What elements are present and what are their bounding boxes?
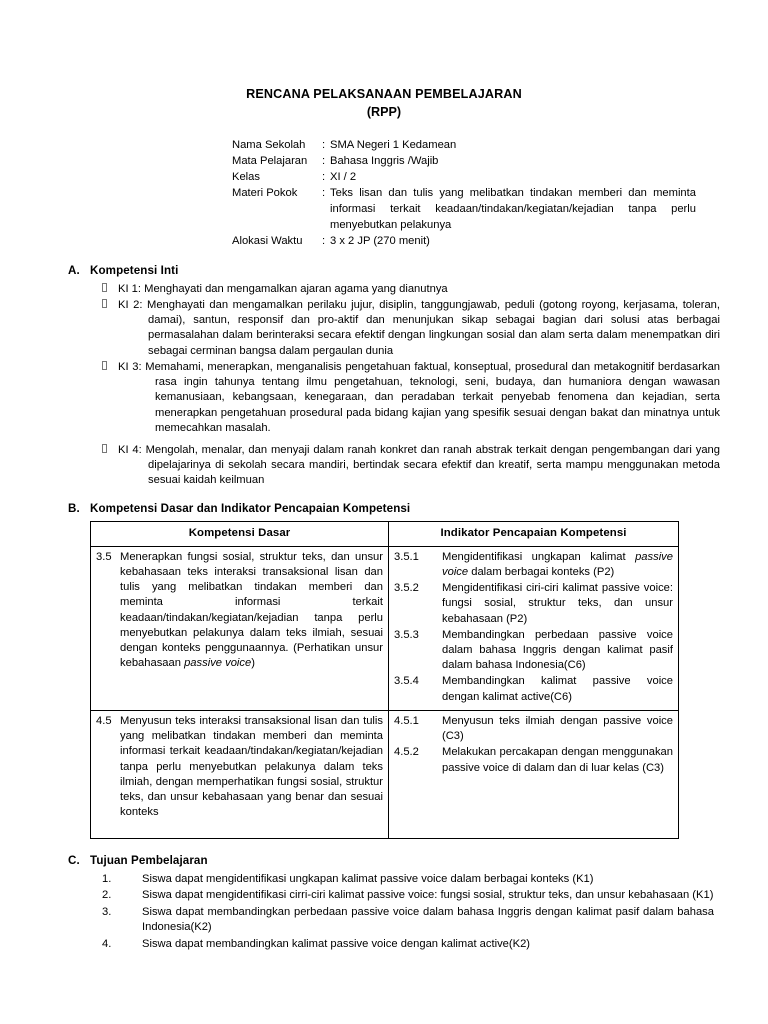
tujuan-list — [68, 872, 720, 952]
tujuan-text-4: Siswa dapat membandingkan kalimat passive voice dengan kalimat active(K2) — [142, 937, 531, 950]
indicator-text-351-part1: Mengidentifikasi ungkapan kalimat — [442, 550, 636, 563]
table-header-indikator: Indikator Pencapaian Kompetensi — [389, 521, 679, 546]
indicator-number-354: 3.5.4 — [394, 675, 419, 688]
section-a-letter: A. — [68, 263, 80, 277]
cell-kd-45 — [91, 710, 389, 838]
list-item — [102, 298, 720, 359]
indicator-text-451: Menyusun teks ilmiah dengan passive voice (C3) — [442, 714, 673, 743]
identity-colon: : — [322, 234, 326, 247]
kd-text-45: Menyusun teks interaksi transaksional lisan dan tulis yang melibatkan tindakan memberi dan meminta informasi terkait keadaan/tindakan/kegiatan/kejadian tanpa perlu menyebutkan pelakunya dalam teks ilmiah, dengan memperhatikan fungsi sosial, struktur teks, dan unsur kebahasaan yang benar dan sesuai konteks — [120, 714, 383, 819]
list-item — [102, 360, 720, 436]
cell-indikator-45 — [389, 710, 679, 838]
identity-value-time: 3 x 2 JP (270 menit) — [330, 234, 430, 247]
kompetensi-inti-list — [68, 282, 720, 489]
box-bullet-icon — [102, 282, 118, 297]
indicator-number-451: 4.5.1 — [394, 714, 419, 727]
section-b-heading — [68, 501, 720, 516]
table-header-row — [91, 521, 679, 546]
list-item — [102, 888, 720, 903]
ki-1-text: Menghayati dan mengamalkan ajaran agama yang dianutnya — [144, 282, 448, 295]
section-a-title: Kompetensi Inti — [90, 263, 179, 277]
kompetensi-dasar-table — [90, 521, 679, 839]
indicator-text-351-italic: passive voice — [442, 550, 673, 578]
identity-colon: : — [322, 186, 326, 199]
ki-4-text: Mengolah, menalar, dan menyaji dalam ranah konkret dan ranah abstrak terkait dengan pengembangan dari yang dipelajarinya di sekolah secara mandiri, bertindak secara efektif dan kreatif, serta mampu menggunakan metoda sesuai kaidah keilmuan — [145, 444, 720, 487]
identity-value-material: Teks lisan dan tulis yang melibatkan tindakan memberi dan meminta informasi terkait keadaan/tindakan/kegiatan/kejadian tanpa perlu menyebutkan pelakunya — [330, 186, 696, 231]
tujuan-text-2: Siswa dapat mengidentifikasi cirri-ciri kalimat passive voice: fungsi sosial, struktur teks, dan unsur kebahasaan (K1) — [142, 889, 714, 902]
section-b-title: Kompetensi Dasar dan Indikator Pencapaian Kompetensi — [90, 501, 411, 515]
tujuan-text-1: Siswa dapat mengidentifikasi ungkapan kalimat passive voice dalam berbagai konteks (K1) — [142, 873, 594, 885]
ki-3-text: Memahami, menerapkan, menganalisis pengetahuan faktual, konseptual, prosedural dan metakognitif berdasarkan rasa ingin tahunya tentang ilmu pengetahuan, teknologi, seni, budaya, dan humaniora dengan wawasan kemanusiaan, kebangsaan, kenegaraan, dan peradaban terkait penyebab fenomena dan kejadian, serta menerapkan pengetahuan prosedural pada bidang kajian yang spesifik sesuai dengan bakat dan minatnya untuk memecahkan masalah. — [145, 360, 721, 434]
section-b-letter: B. — [68, 501, 80, 515]
identity-row-class — [232, 170, 696, 186]
indicator-text-354: Membandingkan kalimat passive voice dengan kalimat active(C6) — [442, 675, 673, 703]
ki-1-label: KI 1: — [118, 282, 142, 295]
list-item — [102, 443, 720, 489]
indicator-text-452: Melakukan percakapan dengan menggunakan passive voice di dalam dan di luar kelas (C3) — [442, 746, 673, 774]
section-c-letter: C. — [68, 853, 80, 867]
identity-row-school — [232, 138, 696, 154]
section-kompetensi-inti — [0, 263, 768, 489]
identity-value-subject: Bahasa Inggris /Wajib — [330, 155, 439, 168]
list-item — [102, 937, 720, 952]
indicator-item — [394, 745, 673, 775]
identity-label-subject: Mata Pelajaran — [232, 155, 308, 168]
identity-colon: : — [322, 171, 326, 184]
table-row — [91, 710, 679, 838]
section-c-title: Tujuan Pembelajaran — [90, 853, 208, 867]
page-subtitle: (RPP) — [366, 104, 402, 119]
tujuan-number-1: 1. — [102, 873, 112, 885]
kd-table-container — [0, 521, 768, 839]
indicator-number-352: 3.5.2 — [394, 582, 419, 595]
identity-block — [0, 138, 768, 249]
identity-value-class: XI / 2 — [330, 171, 357, 184]
tujuan-number-3: 3. — [102, 905, 112, 918]
kd-text-35-italic: passive voice — [184, 657, 252, 670]
indicator-text-352: Mengidentifikasi ciri-ciri kalimat passive voice: fungsi sosial, struktur teks, dan unsur kebahasaan (P2) — [442, 582, 673, 625]
box-bullet-icon — [102, 443, 118, 489]
identity-label-material: Materi Pokok — [232, 186, 298, 199]
list-item — [102, 905, 720, 936]
section-tujuan-pembelajaran — [0, 853, 768, 952]
page-title: RENCANA PELAKSANAAN PEMBELAJARAN — [246, 87, 522, 101]
section-kompetensi-dasar — [0, 501, 768, 516]
section-c-heading — [68, 853, 720, 868]
indicator-item — [394, 714, 673, 744]
kd-text-35-part1: Menerapkan fungsi sosial, struktur teks, dan unsur kebahasaan teks interaksi transaksional lisan dan tulis yang melibatkan tindakan memberi dan meminta informasi terkait keadaan/tindakan/kegiatan/kejadian tanpa perlu menyebutkan pelakunya dalam teks ilmiah, sesuai dengan konteks penggunaannya. (Perhatikan unsur kebahasaan — [120, 550, 383, 670]
table-row — [91, 546, 679, 710]
section-a-heading — [68, 263, 720, 278]
kd-number-35: 3.5 — [96, 550, 112, 563]
ki-2-label: KI 2: — [118, 298, 143, 311]
indicator-item — [394, 550, 673, 580]
box-bullet-icon — [102, 298, 118, 359]
tujuan-number-2: 2. — [102, 889, 112, 902]
identity-colon: : — [322, 139, 326, 152]
cell-kd-35 — [91, 546, 389, 710]
identity-label-school: Nama Sekolah — [232, 139, 306, 152]
kd-number-45: 4.5 — [96, 714, 112, 727]
identity-colon: : — [322, 155, 326, 168]
identity-row-time — [232, 234, 696, 250]
identity-label-time: Alokasi Waktu — [232, 234, 303, 247]
identity-label-class: Kelas — [232, 171, 260, 184]
indicator-text-353: Membandingkan perbedaan passive voice dalam bahasa Inggris dengan kalimat pasif dalam bahasa Indonesia(C6) — [442, 628, 673, 672]
identity-value-school: SMA Negeri 1 Kedamean — [330, 139, 457, 152]
tujuan-number-4: 4. — [102, 937, 112, 950]
ki-4-label: KI 4: — [118, 444, 142, 456]
kd-text-35-part2: ) — [251, 657, 255, 670]
indicator-number-353: 3.5.3 — [394, 628, 419, 641]
box-bullet-icon — [102, 360, 118, 436]
list-item — [102, 872, 720, 887]
list-item — [102, 282, 720, 297]
identity-row-subject — [232, 154, 696, 170]
ki-3-label: KI 3: — [118, 360, 142, 373]
cell-indikator-35 — [389, 546, 679, 710]
indicator-text-351-part2: dalam berbagai konteks (P2) — [468, 565, 615, 578]
indicator-item — [394, 581, 673, 627]
indicator-number-452: 4.5.2 — [394, 746, 419, 759]
ki-2-text: Menghayati dan mengamalkan perilaku jujur, disiplin, tanggungjawab, peduli (gotong royong, kerjasama, toleran, damai), santun, responsif dan pro-aktif dan menunjukan sikap sebagai bagian dari solusi atas berbagai permasalahan dalam berinteraksi secara efektif dengan lingkungan sosial dan alam serta dalam menempatkan diri sebagai cerminan bangsa dalam pergaulan dunia — [147, 298, 721, 357]
indicator-item — [394, 628, 673, 674]
tujuan-text-3: Siswa dapat membandingkan perbedaan passive voice dalam bahasa Inggris dengan kalimat pasif dalam bahasa Indonesia(K2) — [142, 905, 714, 934]
table-header-kompetensi-dasar: Kompetensi Dasar — [91, 521, 389, 546]
identity-row-material — [232, 186, 696, 234]
indicator-item — [394, 674, 673, 704]
indicator-number-351: 3.5.1 — [394, 550, 419, 563]
